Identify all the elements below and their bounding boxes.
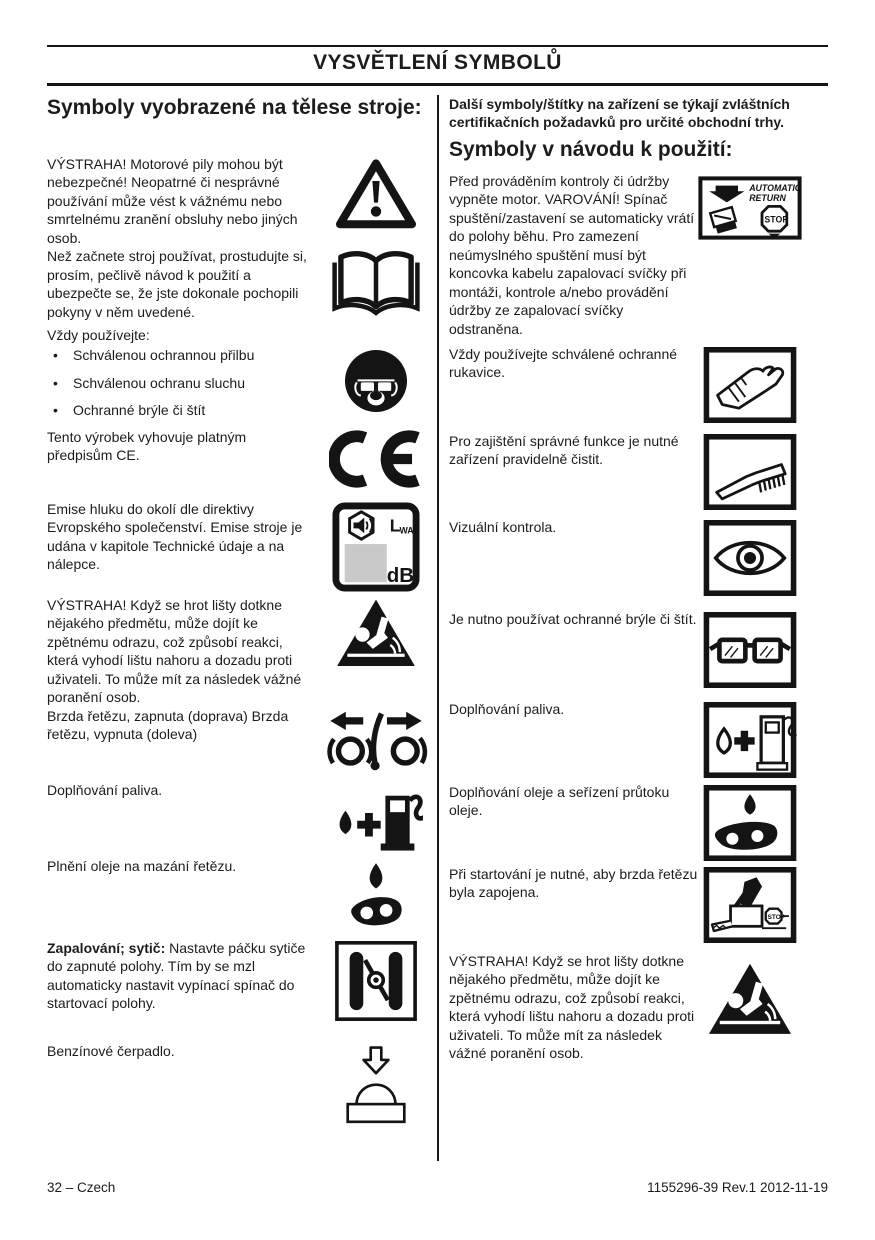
choke-text-rest: Nastavte páčku sytiče do zapnuté polohy. Tím by se mzl automaticky nastavit vypínací spínač do startovací polohy.	[47, 939, 306, 1012]
fuel-pump-icon	[315, 781, 437, 857]
right-column	[449, 95, 828, 1070]
right-column-heading: Symboly v návodu k použití:	[449, 138, 733, 161]
manual-book-icon	[315, 247, 437, 321]
left-column	[47, 95, 437, 1128]
top-rule	[47, 45, 828, 47]
warning-machine-text: VÝSTRAHA! Motorové pily mohou být nebezpečné! Neopatrné či nesprávné používání může vést k vážnému nebo smrtelnému zranění obsluhy nebo jiných osob.	[47, 156, 298, 246]
row-fueling-right	[449, 700, 828, 783]
list-item	[47, 401, 309, 419]
cleaning-text: Pro zajištění správné funkce je nutné zařízení pravidelně čistit.	[449, 433, 679, 468]
safety-glasses-icon	[698, 610, 802, 688]
certification-note-text: Další symboly/štítky na zařízení se týkají zvláštních certifikačních požadavků pro určité obchodní trhy.	[449, 96, 790, 131]
kickback-warning-text: VÝSTRAHA! Když se hrot lišty dotkne nějakého předmětu, může dojít ke zpětnému odrazu, což způsobí reakci, která vyhodí lištu nahoru a dozadu proti uživateli. To může mít za následek vážné poranění osob.	[47, 596, 302, 706]
primer-bulb-icon	[315, 1042, 437, 1128]
row-warning-machine	[47, 155, 437, 247]
choke-text-bold: Zapalování; sytič:	[47, 939, 166, 956]
lwa-sub-label: WA	[399, 525, 414, 536]
always-use-label: Vždy používejte:	[47, 327, 150, 344]
chain-brake-start-icon	[698, 865, 802, 943]
row-primer	[47, 1042, 437, 1128]
protective-equipment-icon	[315, 346, 437, 414]
row-noise-emission	[47, 500, 437, 596]
row-kickback-warning-right	[449, 952, 828, 1070]
ppe-bullet-list	[47, 346, 309, 428]
protective-glove-icon	[698, 345, 802, 423]
row-switch-off	[449, 172, 828, 345]
bullet-hearing: Schválenou ochranu sluchu	[73, 374, 246, 391]
kickback-warning-icon	[698, 952, 802, 1036]
stop-label: STOP	[764, 214, 789, 225]
bullet-dot: •	[53, 374, 58, 391]
chain-oil-text: Plnění oleje na mazání řetězu.	[47, 857, 237, 874]
bullet-dot: •	[53, 347, 58, 364]
list-item	[47, 374, 309, 392]
row-cleaning	[449, 432, 828, 518]
choke-text	[47, 939, 309, 1013]
title-rule	[47, 83, 828, 86]
row-read-manual	[47, 247, 437, 326]
switch-off-text: Před prováděním kontroly či údržby vypněte motor. VAROVÁNÍ! Spínač spuštění/zastavení se automaticky vrátí do polohy běhu. Pro zamezení neúmyslného spuštění musí být koncovka kabelu zapalovací svíčky při montáži, kontrole a/nebo provádění údržby ze zapalovací svíčky odstraněna.	[449, 173, 695, 337]
oil-adjust-text: Doplňování oleje a seřízení průtoku oleje.	[449, 784, 670, 819]
visual-check-text: Vizuální kontrola.	[449, 519, 557, 535]
page-footer	[47, 1180, 828, 1195]
eye-icon	[698, 518, 802, 596]
chain-oil-icon	[315, 857, 437, 939]
list-item	[47, 346, 309, 364]
gloves-text: Vždy používejte schválené ochranné rukavice.	[449, 346, 678, 381]
bullet-glasses: Ochranné brýle či štít	[73, 401, 206, 418]
row-brake-start	[449, 865, 828, 952]
row-chain-oil	[47, 857, 437, 939]
automatic-return-stop-icon	[698, 172, 802, 242]
fueling-right-text: Doplňování paliva.	[449, 701, 565, 717]
chain-brake-text: Brzda řetězu, zapnuta (doprava) Brzda řetězu, vypnuta (doleva)	[47, 707, 289, 743]
return-label: RETURN	[749, 192, 786, 203]
brake-start-text: Při startování je nutné, aby brzda řetězu byla zapojena.	[449, 866, 698, 901]
page-title: VYSVĚTLENÍ SYMBOLŮ	[313, 51, 562, 74]
automatic-label: AUTOMATIC	[749, 183, 802, 194]
ce-mark-icon	[315, 428, 437, 488]
cleaning-brush-icon	[698, 432, 802, 510]
chain-brake-icon	[315, 707, 437, 773]
eye-protection-text: Je nutno používat ochranné brýle či štít.	[449, 611, 697, 627]
doc-revision: 1155296-39 Rev.1 2012-11-19	[647, 1180, 828, 1195]
stop-small-label: STOP	[767, 913, 786, 921]
fueling-text: Doplňování paliva.	[47, 781, 163, 798]
row-kickback-warning	[47, 596, 437, 707]
lwa-label: L	[389, 515, 401, 536]
row-eye-protection	[449, 610, 828, 700]
oil-flow-icon	[698, 783, 802, 861]
row-ppe-bullets	[47, 346, 437, 428]
page-number: 32 – Czech	[47, 1180, 116, 1195]
choke-lever-icon	[315, 939, 437, 1021]
warning-triangle-icon	[315, 155, 437, 229]
row-chain-brake	[47, 707, 437, 781]
row-visual-check	[449, 518, 828, 610]
read-manual-text: Než začnete stroj používat, prostudujte si, prosím, pečlivě návod k použití a ubezpečte se, že jste dokonale pochopili pokyny v něm uvedené.	[47, 248, 307, 320]
bullet-dot: •	[53, 401, 58, 418]
row-gloves	[449, 345, 828, 432]
row-oil-adjust	[449, 783, 828, 865]
left-column-heading: Symboly vyobrazené na tělese stroje:	[47, 96, 422, 119]
kickback-warning-right-text: VÝSTRAHA! Když se hrot lišty dotkne nějakého předmětu, může dojít ke zpětnému odrazu, což způsobí reakci, která vyhodí lištu nahoru a dozadu proti uživateli. To může mít za následek vážné poranění osob.	[449, 953, 695, 1062]
fuel-pump-outline-icon	[698, 700, 802, 778]
ce-text: Tento výrobek vyhovuje platným předpisům CE.	[47, 428, 247, 464]
noise-emission-text: Emise hluku do okolí dle direktivy Evropského společenství. Emise stroje je udána v kapitole Technické údaje a na nálepce.	[47, 500, 303, 573]
kickback-warning-icon	[315, 596, 437, 668]
column-divider	[437, 95, 439, 1161]
db-label: dB	[386, 564, 415, 588]
row-ce	[47, 428, 437, 500]
bullet-helmet: Schválenou ochrannou přilbu	[73, 347, 255, 364]
row-choke	[47, 939, 437, 1042]
row-fueling	[47, 781, 437, 857]
primer-text: Benzínové čerpadlo.	[47, 1042, 175, 1059]
noise-emission-icon	[315, 500, 437, 592]
